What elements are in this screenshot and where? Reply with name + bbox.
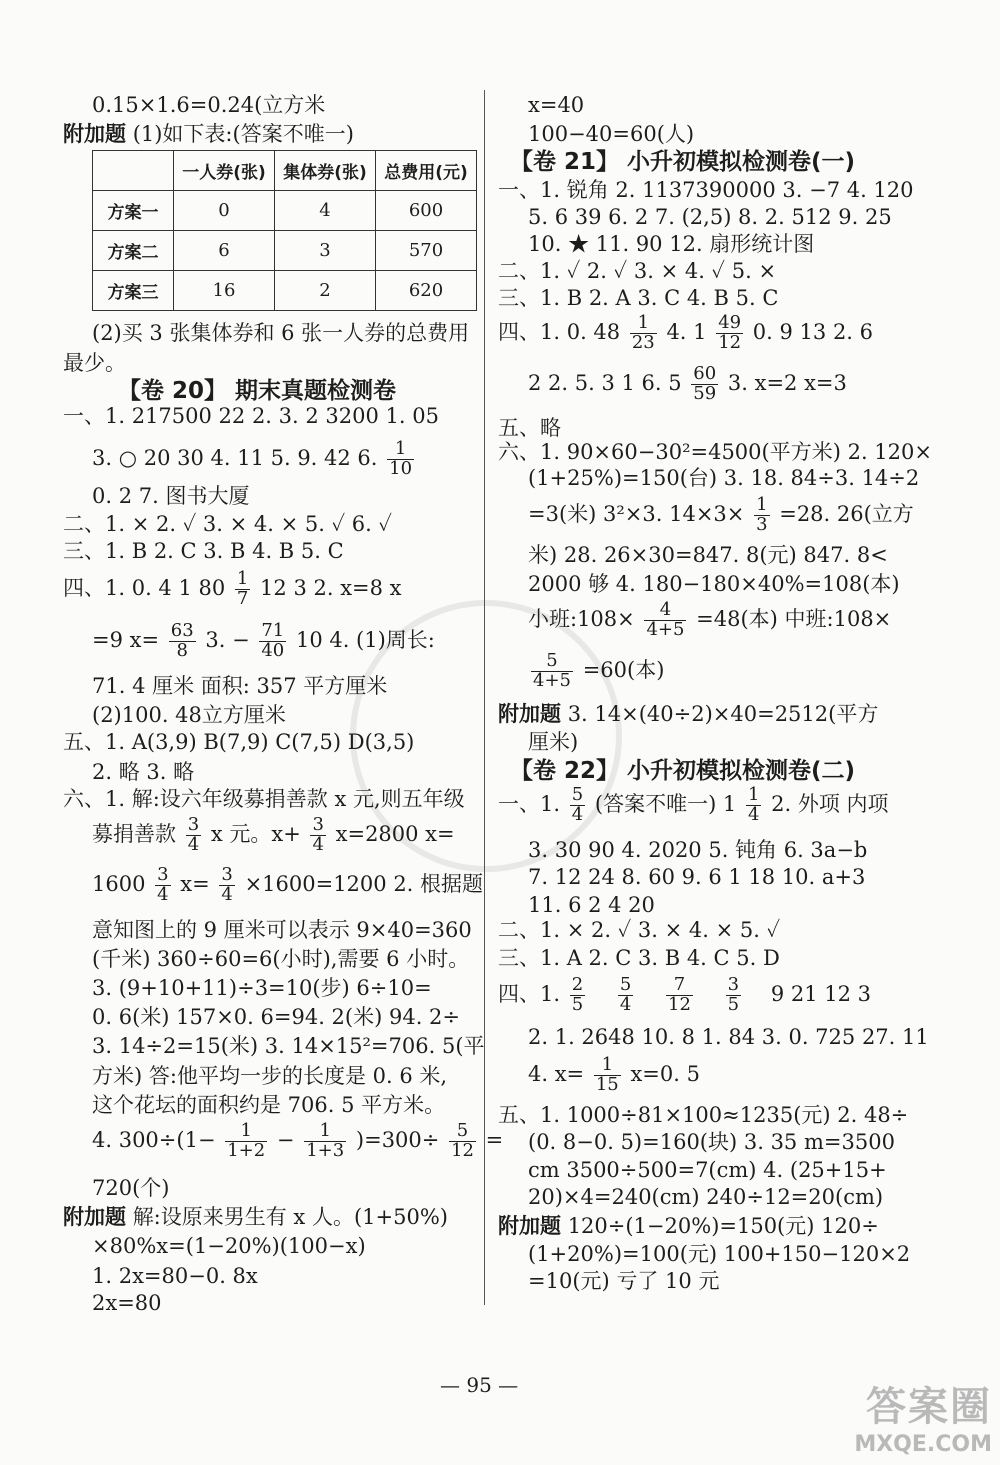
table-header-row: [93, 151, 477, 191]
section-heading-20: 【卷 20】 期末真题检测卷: [118, 378, 397, 404]
section-heading-21: 【卷 21】 小升初模拟检测卷(一): [510, 149, 856, 175]
text-line: =10(元) 亏了 10 元: [528, 1269, 720, 1293]
text-line: [528, 496, 914, 535]
numerator: 60: [693, 363, 717, 384]
fraction: [155, 866, 170, 905]
fraction: [259, 622, 286, 661]
fraction: [570, 786, 585, 825]
text-span: 四、1.: [498, 981, 561, 1006]
text-span: =28. 26(立方: [779, 501, 914, 526]
text-span: 0. 9 13 2. 6: [752, 319, 874, 344]
fraction: [387, 440, 414, 479]
denominator: 40: [261, 639, 285, 661]
text-span: ×1600=1200 2. 根据题: [244, 871, 484, 896]
fraction: [304, 1122, 346, 1161]
numerator: 3: [157, 864, 169, 885]
numerator: 1: [594, 1056, 621, 1076]
text-line: [498, 704, 878, 725]
numerator: 7: [666, 976, 693, 996]
table-cell: 600: [376, 191, 477, 231]
denominator: 5: [727, 993, 740, 1015]
fraction: [618, 976, 633, 1015]
numerator: 1: [630, 314, 657, 334]
text-line: 二、1. × 2. ✓ 3. × 4. × 5. ✓: [498, 918, 781, 942]
text-line: [63, 570, 402, 609]
denominator: 12: [718, 331, 742, 353]
bonus-label: 附加题: [63, 1205, 126, 1229]
text-line: 3. (9+10+11)÷3=10(步) 6÷10=: [92, 976, 432, 1000]
text-span: x=2800 x=: [335, 821, 455, 846]
text-span: 3. 14×(40÷2)×40=2512(平方: [567, 702, 879, 726]
text-span: =: [485, 1127, 504, 1152]
text-span: 2 2. 5. 3 1 6. 5: [528, 370, 682, 395]
text-span: x 元。x+: [210, 821, 301, 846]
text-line: (1+20%)=100(元) 100+150−120×2: [528, 1242, 911, 1266]
text-line: [528, 652, 664, 691]
text-line: cm 3500÷500=7(cm) 4. (25+15+: [528, 1158, 887, 1182]
bonus-label: 附加题: [498, 702, 561, 726]
text-line: [498, 1216, 879, 1237]
fraction: [644, 601, 686, 640]
denominator: 1+3: [306, 1139, 345, 1161]
text-span: 10 4. (1)周长:: [295, 627, 435, 652]
denominator: 1+2: [227, 1139, 266, 1161]
text-span: )=300÷: [355, 1127, 440, 1152]
numerator: 5: [531, 652, 573, 672]
fraction: [754, 496, 769, 535]
denominator: 12: [451, 1139, 474, 1161]
fraction: [726, 976, 741, 1015]
denominator: 4: [221, 883, 233, 905]
text-line: [63, 124, 354, 145]
text-line: [92, 1122, 503, 1161]
numerator: 5: [449, 1122, 476, 1142]
table-row: [93, 191, 477, 231]
text-line: 一、1. 217500 22 2. 3. 2 3200 1. 05: [63, 404, 439, 428]
section-heading-22: 【卷 22】 小升初模拟检测卷(二): [510, 758, 856, 784]
text-span: =9 x=: [92, 627, 160, 652]
text-span: x=0. 5: [630, 1061, 700, 1086]
text-span: 2. 外项 内项: [771, 791, 889, 816]
text-line: 厘米): [528, 730, 579, 754]
text-span: 1600: [92, 871, 146, 896]
fraction: [630, 314, 657, 353]
table-header-cell: 集体券(张): [275, 151, 376, 191]
numerator: 1: [387, 440, 414, 460]
site-watermark: [854, 1375, 992, 1457]
text-line: 100−40=60(人): [528, 122, 695, 146]
text-line: 三、1. B 2. C 3. B 4. B 5. C: [63, 539, 344, 563]
fraction: [746, 786, 761, 825]
table-cell: 620: [376, 271, 477, 311]
text-line: [92, 816, 455, 855]
text-line: 方米) 答:他平均一步的长度是 0. 6 米,: [92, 1064, 448, 1088]
numerator: 1: [756, 494, 768, 515]
text-line: [92, 866, 483, 905]
text-span: 解:设原来男生有 x 人。(1+50%): [132, 1205, 448, 1229]
text-span: 12 3 2. x=8 x: [260, 575, 402, 600]
table-cell: 6: [174, 231, 275, 271]
denominator: 4: [312, 833, 324, 855]
page-number: — 95 —: [440, 1373, 519, 1397]
table-header-cell: 一人券(张): [174, 151, 275, 191]
text-line: 11. 6 2 4 20: [528, 893, 655, 917]
text-line: (2)买 3 张集体券和 6 张一人券的总费用: [92, 321, 470, 345]
denominator: 3: [756, 513, 768, 535]
fraction: [169, 622, 196, 661]
text-line: 1. 2x=80−0. 8x: [92, 1264, 258, 1288]
watermark-brand: 答案圈: [866, 1384, 992, 1430]
text-line: 0.15×1.6=0.24(立方米: [92, 93, 326, 117]
text-span: =48(本) 中班:108×: [696, 606, 892, 631]
fraction: [691, 365, 718, 404]
text-span: (答案不唯一) 1: [594, 791, 737, 816]
table-cell: 2: [275, 271, 376, 311]
text-line: 10. ★ 11. 90 12. 扇形统计图: [528, 232, 815, 256]
denominator: 23: [631, 331, 655, 353]
numerator: 1: [747, 784, 760, 805]
numerator: 3: [312, 814, 324, 835]
bonus-label: 附加题: [63, 122, 126, 146]
text-line: [92, 622, 435, 661]
text-span: 四、1. 0. 48: [498, 319, 621, 344]
text-line: 二、1. ✓ 2. ✓ 3. × 4. ✓ 5. ×: [498, 259, 777, 283]
text-line: 五、略: [498, 416, 561, 440]
fraction: [570, 976, 585, 1015]
denominator: 15: [595, 1073, 619, 1095]
text-span: 3. −: [205, 627, 250, 652]
table-cell: 方案二: [93, 231, 174, 271]
text-line: (千米) 360÷60=6(小时),需要 6 小时。: [92, 947, 470, 971]
numerator: 63: [170, 620, 194, 641]
text-line: 六、1. 解:设六年级募捐善款 x 元,则五年级: [63, 787, 465, 811]
text-line: 5. 6 39 6. 2 7. (2,5) 8. 2. 512 9. 25: [528, 205, 892, 229]
table-cell: 方案一: [93, 191, 174, 231]
numerator: 49: [718, 312, 742, 333]
denominator: 10: [389, 457, 413, 479]
text-span: 120÷(1−20%)=150(元) 120÷: [567, 1214, 879, 1238]
ticket-plan-table: [92, 150, 477, 311]
table-header-cell: 总费用(元): [376, 151, 477, 191]
text-span: (1)如下表:(答案不唯一): [132, 122, 354, 146]
text-line: (0. 8−0. 5)=160(块) 3. 35 m=3500: [528, 1130, 895, 1154]
text-line: 三、1. A 2. C 3. B 4. C 5. D: [498, 946, 780, 970]
fraction: [219, 866, 234, 905]
table-header-cell: [93, 151, 174, 191]
text-line: 最少。: [63, 351, 126, 375]
text-line: 2. 1. 2648 10. 8 1. 84 3. 0. 725 27. 11: [528, 1025, 929, 1049]
fraction: [310, 816, 325, 855]
fraction: [225, 1122, 267, 1161]
numerator: 1: [225, 1122, 267, 1142]
table-cell: 方案三: [93, 271, 174, 311]
text-span: −: [276, 1127, 295, 1152]
text-line: x=40: [528, 93, 585, 117]
text-line: 一、1. 锐角 2. 1137390000 3. −7 4. 120: [498, 178, 914, 202]
denominator: 4: [571, 803, 584, 825]
text-line: (1+25%)=150(台) 3. 18. 84÷3. 14÷2: [528, 466, 920, 490]
numerator: 3: [187, 814, 200, 835]
text-line: 2x=80: [92, 1291, 162, 1315]
numerator: 71: [261, 620, 285, 641]
text-line: ×80%x=(1−20%)(100−x): [92, 1234, 366, 1258]
text-line: 五、1. 1000÷81×100≈1235(元) 2. 48÷: [498, 1103, 909, 1127]
denominator: 12: [668, 993, 691, 1015]
table-cell: 3: [275, 231, 376, 271]
text-line: 二、1. × 2. ✓ 3. × 4. × 5. ✓ 6. ✓: [63, 512, 393, 536]
text-span: x=: [180, 871, 210, 896]
text-span: 4. 300÷(1−: [92, 1127, 216, 1152]
text-span: 4. 1: [666, 319, 707, 344]
text-line: 720(个): [92, 1176, 170, 1200]
numerator: 1: [304, 1122, 346, 1142]
text-span: 一、1.: [498, 791, 561, 816]
table-cell: 16: [174, 271, 275, 311]
numerator: 4: [644, 601, 686, 621]
numerator: 5: [619, 974, 632, 995]
text-span: 3. ○ 20 30 4. 11 5. 9. 42 6.: [92, 445, 378, 470]
denominator: 4+5: [646, 618, 685, 640]
text-line: 7. 12 24 8. 60 9. 6 1 18 10. a+3: [528, 865, 866, 889]
table-row: [93, 271, 477, 311]
table-row: [93, 231, 477, 271]
denominator: 4: [157, 883, 169, 905]
text-line: [63, 1207, 448, 1228]
text-line: 20)×4=240(cm) 240÷12=20(cm): [528, 1185, 884, 1209]
text-line: 意知图上的 9 厘米可以表示 9×40=360: [92, 918, 472, 942]
text-line: [528, 601, 891, 640]
text-line: 六、1. 90×60−30²=4500(平方米) 2. 120×: [498, 440, 932, 464]
numerator: 3: [221, 864, 233, 885]
table-cell: 4: [275, 191, 376, 231]
denominator: 7: [236, 587, 249, 609]
text-span: 募捐善款: [92, 821, 176, 846]
text-line: 五、1. A(3,9) B(7,9) C(7,5) D(3,5): [63, 730, 415, 754]
fraction: [186, 816, 201, 855]
text-line: (2)100. 48立方厘米: [92, 703, 286, 727]
text-line: 2000 够 4. 180−180×40%=108(本): [528, 572, 900, 596]
text-span: 四、1. 0. 4 1 80: [63, 575, 226, 600]
text-line: 2. 略 3. 略: [92, 760, 195, 784]
denominator: 4: [187, 833, 200, 855]
denominator: 5: [571, 993, 584, 1015]
text-line: [498, 314, 873, 353]
text-line: [528, 1056, 700, 1095]
fraction: [235, 570, 250, 609]
text-line: 3. 14÷2=15(米) 3. 14×15²=706. 5(平: [92, 1034, 485, 1058]
numerator: 1: [236, 568, 249, 589]
text-line: [498, 976, 871, 1015]
bonus-label: 附加题: [498, 1214, 561, 1238]
text-span: 小班:108×: [528, 606, 635, 631]
text-line: 米) 28. 26×30=847. 8(元) 847. 8<: [528, 543, 888, 567]
table-cell: 570: [376, 231, 477, 271]
numerator: 3: [727, 974, 740, 995]
watermark-url: MXQE.COM: [854, 1432, 992, 1457]
text-span: 9 21 12 3: [770, 981, 872, 1006]
text-line: [498, 786, 889, 825]
text-line: 71. 4 厘米 面积: 357 平方厘米: [92, 674, 388, 698]
fraction: [531, 652, 573, 691]
text-line: 这个花坛的面积约是 706. 5 平方米。: [92, 1093, 446, 1117]
text-span: 4. x=: [528, 1061, 585, 1086]
numerator: 5: [571, 784, 584, 805]
text-line: 3. 30 90 4. 2020 5. 钝角 6. 3a−b: [528, 838, 868, 862]
table-cell: 0: [174, 191, 275, 231]
text-line: 0. 2 7. 图书大厦: [92, 484, 250, 508]
fraction: [716, 314, 743, 353]
text-span: =3(米) 3²×3. 14×3×: [528, 501, 745, 526]
fraction: [666, 976, 693, 1015]
text-line: [92, 440, 417, 479]
denominator: 4+5: [533, 669, 571, 691]
fraction: [449, 1122, 476, 1161]
numerator: 2: [571, 974, 584, 995]
text-span: =60(本): [582, 657, 665, 682]
denominator: 8: [176, 639, 188, 661]
text-span: 3. x=2 x=3: [727, 370, 847, 395]
text-line: 0. 6(米) 157×0. 6=94. 2(米) 94. 2÷: [92, 1005, 461, 1029]
fraction: [594, 1056, 621, 1095]
text-line: 三、1. B 2. A 3. C 4. B 5. C: [498, 286, 779, 310]
text-line: [528, 365, 847, 404]
denominator: 4: [747, 803, 760, 825]
denominator: 59: [693, 382, 717, 404]
denominator: 4: [619, 993, 632, 1015]
